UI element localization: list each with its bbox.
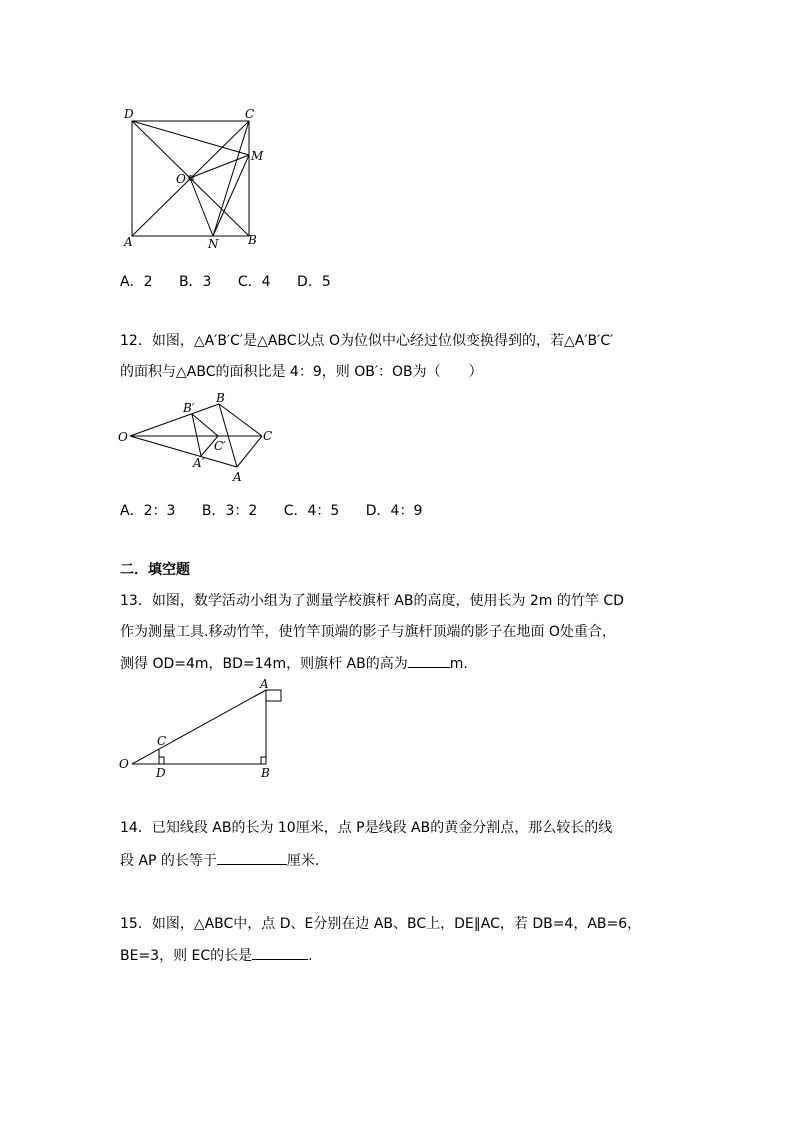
label-A: A — [124, 235, 133, 249]
q14-line-2 — [120, 850, 319, 871]
q12-option-d: D．4：9 — [365, 503, 423, 519]
q13-unit: m. — [449, 656, 468, 672]
q14-answer-blank[interactable] — [217, 850, 287, 865]
q14-line-2-text: 段 AP 的长等于 — [120, 853, 217, 869]
q11-option-d: D．5 — [297, 274, 331, 290]
label-D3: D — [156, 766, 166, 780]
label-N: N — [208, 237, 219, 251]
label-O2: O — [118, 430, 128, 444]
q11-option-c: C．4 — [237, 274, 271, 290]
q11-option-a: A．2 — [120, 274, 153, 290]
label-C2: C — [263, 429, 273, 443]
flagpole-figure-lines — [132, 690, 281, 764]
label-C-prime: C′ — [214, 439, 226, 453]
label-C3: C — [157, 734, 167, 748]
square-figure-lines — [132, 121, 249, 236]
label-A2: A — [233, 470, 242, 484]
q12-option-c: C．4：5 — [283, 503, 340, 519]
q15-line-1: 15．如图，△ABC中，点 D、E分别在边 AB、BC上，DE∥AC，若 DB=4，AB=6， — [120, 916, 642, 932]
label-A-prime: A′ — [193, 456, 205, 470]
q12-option-b: B．3：2 — [201, 503, 258, 519]
q13-answer-blank[interactable] — [408, 653, 450, 668]
q12-line-2: 的面积与△ABC的面积比是 4：9，则 OB′：OB为（ ） — [120, 364, 483, 380]
q12-options — [120, 500, 444, 520]
q12-option-a: A．2：3 — [120, 503, 176, 519]
section-heading-fill-in: 二．填空题 — [120, 562, 190, 578]
q13-line-3 — [120, 653, 468, 674]
label-A3: A — [260, 677, 269, 691]
label-O3: O — [119, 757, 129, 771]
label-O: O — [176, 172, 186, 186]
q13-line-1: 13．如图，数学活动小组为了测量学校旗杆 AB的高度，使用长为 2m 的竹竿 CD — [120, 593, 624, 609]
q14-unit: 厘米. — [286, 853, 320, 869]
q14-line-1: 14．已知线段 AB的长为 10厘米，点 P是线段 AB的黄金分割点，那么较长的线 — [120, 820, 613, 836]
label-C: C — [245, 107, 255, 121]
q11-options — [120, 271, 353, 291]
q15-line-2 — [120, 945, 313, 966]
label-D: D — [124, 107, 134, 121]
label-B-prime: B′ — [183, 401, 195, 415]
q15-line-2-text: BE=3，则 EC的长是 — [120, 948, 253, 964]
label-B2: B — [216, 391, 225, 405]
q13-line-3-text: 测得 OD=4m，BD=14m，则旗杆 AB的高为 — [120, 656, 408, 672]
q12-line-1: 12．如图，△A′B′C′是△ABC以点 O为位似中心经过位似变换得到的，若△A′B′C′ — [120, 333, 614, 349]
q13-line-2: 作为测量工具.移动竹竿，使竹竿顶端的影子与旗杆顶端的影子在地面 O处重合， — [120, 624, 616, 640]
label-B3: B — [261, 766, 270, 780]
q11-option-b: B．3 — [178, 274, 212, 290]
label-B: B — [248, 233, 257, 247]
q15-end: . — [308, 948, 313, 964]
label-M: M — [251, 149, 264, 163]
q15-answer-blank[interactable] — [252, 945, 308, 960]
